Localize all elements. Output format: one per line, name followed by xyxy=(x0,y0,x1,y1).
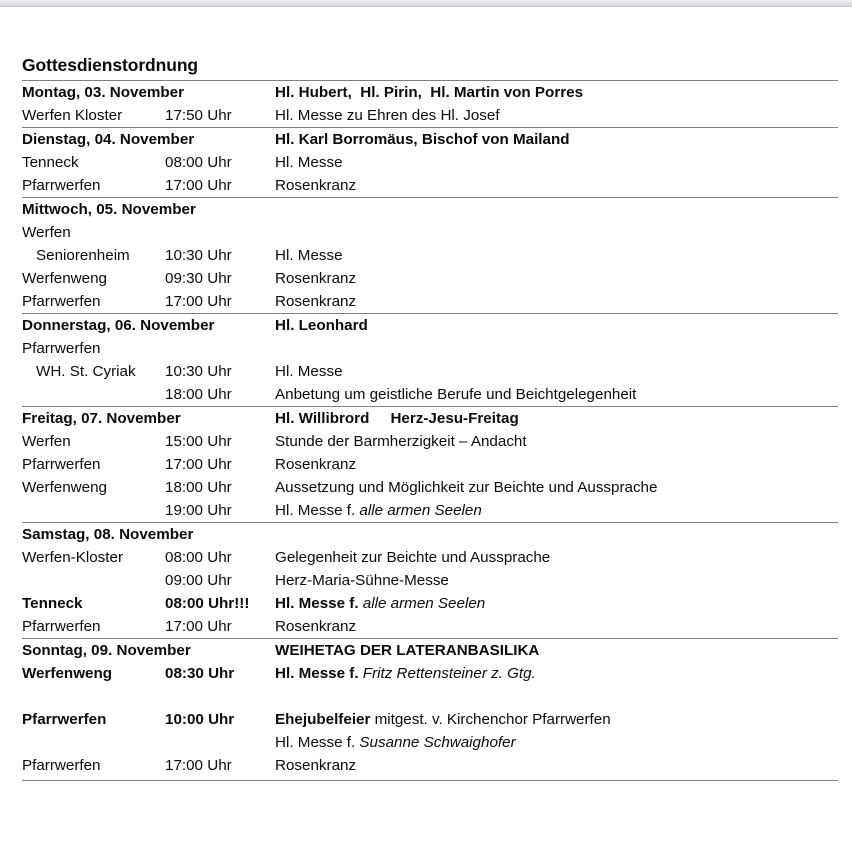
service-location: Seniorenheim xyxy=(36,247,130,265)
service-location: Werfen-Kloster xyxy=(22,549,124,567)
service-location: Pfarrwerfen xyxy=(22,456,101,474)
day-feast-note xyxy=(275,523,838,546)
service-location: Pfarrwerfen xyxy=(22,757,101,775)
service-location: Werfen xyxy=(22,433,71,451)
service-description xyxy=(275,151,838,174)
day-label: Freitag, 07. November xyxy=(22,410,181,428)
day-feast-note: Hl. Leonhard xyxy=(275,317,368,335)
day-block xyxy=(22,128,838,197)
service-row xyxy=(22,244,838,267)
service-location: Werfen xyxy=(22,224,71,242)
day-block xyxy=(22,523,838,638)
day-feast-note: Hl. Willibrord Herz-Jesu-Freitag xyxy=(275,410,519,428)
service-row xyxy=(22,754,838,777)
service-location: Tenneck xyxy=(22,595,83,613)
service-time: 17:50 Uhr xyxy=(165,107,232,125)
service-description xyxy=(275,221,838,244)
service-time xyxy=(165,337,275,360)
service-row xyxy=(22,546,838,569)
day-header-row xyxy=(22,407,838,430)
service-description-main: Gelegenheit zur Beichte und Aussprache xyxy=(275,549,551,567)
service-description-main: Hl. Messe f. xyxy=(275,734,360,752)
day-header-row xyxy=(22,523,838,546)
service-time: 19:00 Uhr xyxy=(165,502,232,520)
service-row xyxy=(22,569,838,592)
service-time: 18:00 Uhr xyxy=(165,479,232,497)
service-location: Werfen Kloster xyxy=(22,107,123,125)
day-feast-note xyxy=(275,198,838,221)
service-time: 17:00 Uhr xyxy=(165,177,232,195)
day-block xyxy=(22,81,838,127)
service-description-main: Rosenkranz xyxy=(275,618,357,636)
day-label: Donnerstag, 06. November xyxy=(22,317,215,335)
service-description-main: Ehejubelfeier xyxy=(275,711,371,729)
service-time xyxy=(165,221,275,244)
day-feast-note: WEIHETAG DER LATERANBASILIKA xyxy=(275,642,540,660)
service-description-main: Hl. Messe xyxy=(275,363,343,381)
service-time: 08:30 Uhr xyxy=(165,665,235,683)
service-row xyxy=(22,430,838,453)
service-description-main: Stunde der Barmherzigkeit – Andacht xyxy=(275,433,527,451)
service-location xyxy=(22,499,165,522)
day-block xyxy=(22,639,838,777)
service-row xyxy=(22,476,838,499)
service-location: Pfarrwerfen xyxy=(22,340,101,358)
service-description-main: Hl. Messe zu Ehren des Hl. Josef xyxy=(275,107,500,125)
day-label: Mittwoch, 05. November xyxy=(22,201,196,219)
service-description xyxy=(275,476,838,499)
service-row xyxy=(22,453,838,476)
day-feast-note: Hl. Hubert, Hl. Pirin, Hl. Martin von Porres xyxy=(275,84,584,102)
service-description xyxy=(275,708,838,731)
service-schedule xyxy=(22,80,838,781)
service-time: 10:30 Uhr xyxy=(165,247,232,265)
service-location: Pfarrwerfen xyxy=(22,618,101,636)
service-description xyxy=(275,662,838,685)
service-row xyxy=(22,383,838,406)
service-intention: Fritz Rettensteiner z. Gtg. xyxy=(362,665,536,683)
service-description-tail: mitgest. v. Kirchenchor Pfarrwerfen xyxy=(370,711,611,729)
service-row xyxy=(22,499,838,522)
service-description xyxy=(275,430,838,453)
service-description xyxy=(275,360,838,383)
service-description xyxy=(275,499,838,522)
service-time: 08:00 Uhr xyxy=(165,549,232,567)
service-row xyxy=(22,592,838,615)
service-description-main: Hl. Messe f. xyxy=(275,665,363,683)
day-header-row xyxy=(22,198,838,221)
day-header-row xyxy=(22,314,838,337)
service-time: 10:30 Uhr xyxy=(165,363,232,381)
service-description xyxy=(275,731,838,754)
day-label: Samstag, 08. November xyxy=(22,526,194,544)
service-time: 17:00 Uhr xyxy=(165,456,232,474)
service-row xyxy=(22,267,838,290)
service-row xyxy=(22,731,838,754)
browser-chrome-bar xyxy=(0,0,852,7)
service-description xyxy=(275,244,838,267)
schedule-end-rule xyxy=(22,780,838,781)
service-location xyxy=(22,383,165,406)
day-label: Sonntag, 09. November xyxy=(22,642,191,660)
service-row xyxy=(22,104,838,127)
spacer-row xyxy=(22,685,838,708)
service-description-main: Herz-Maria-Sühne-Messe xyxy=(275,572,449,590)
service-location: Pfarrwerfen xyxy=(22,293,101,311)
service-description xyxy=(275,546,838,569)
service-description xyxy=(275,754,838,777)
service-description-main: Aussetzung und Möglichkeit zur Beichte und Aussprache xyxy=(275,479,658,497)
service-row xyxy=(22,662,838,685)
day-block xyxy=(22,407,838,522)
day-header-row xyxy=(22,639,838,662)
service-location: Pfarrwerfen xyxy=(22,177,101,195)
service-description-main: Rosenkranz xyxy=(275,456,357,474)
service-description xyxy=(275,453,838,476)
service-row xyxy=(22,290,838,313)
service-time xyxy=(165,731,275,754)
service-time: 17:00 Uhr xyxy=(165,618,232,636)
service-intention: Susanne Schwaighofer xyxy=(359,734,516,752)
service-row xyxy=(22,360,838,383)
service-description-main: Anbetung um geistliche Berufe und Beichtgelegenheit xyxy=(275,386,637,404)
service-time: 09:30 Uhr xyxy=(165,270,232,288)
document-body xyxy=(0,8,852,781)
service-description xyxy=(275,104,838,127)
service-description-main: Hl. Messe xyxy=(275,247,343,265)
day-block xyxy=(22,198,838,313)
day-header-row xyxy=(22,81,838,104)
service-row xyxy=(22,337,838,360)
service-description-main: Hl. Messe xyxy=(275,154,343,172)
day-header-row xyxy=(22,128,838,151)
service-location: Pfarrwerfen xyxy=(22,711,107,729)
service-description xyxy=(275,615,838,638)
service-description-main: Hl. Messe f. xyxy=(275,595,363,613)
service-location: Werfenweng xyxy=(22,479,107,497)
service-location xyxy=(22,731,165,754)
service-description xyxy=(275,267,838,290)
service-description-main: Rosenkranz xyxy=(275,293,357,311)
service-description xyxy=(275,592,838,615)
service-description xyxy=(275,174,838,197)
service-description-main: Rosenkranz xyxy=(275,757,357,775)
service-description xyxy=(275,290,838,313)
service-time: 08:00 Uhr xyxy=(165,154,232,172)
service-time: 10:00 Uhr xyxy=(165,711,235,729)
service-time: 08:00 Uhr!!! xyxy=(165,595,250,613)
page-title: Gottesdienstordnung xyxy=(22,55,199,75)
day-block xyxy=(22,314,838,406)
service-time: 17:00 Uhr xyxy=(165,757,232,775)
document-page xyxy=(0,8,852,781)
service-description-main: Rosenkranz xyxy=(275,177,357,195)
service-row xyxy=(22,615,838,638)
service-time: 18:00 Uhr xyxy=(165,386,232,404)
service-location: Tenneck xyxy=(22,154,79,172)
day-label: Dienstag, 04. November xyxy=(22,131,195,149)
day-label: Montag, 03. November xyxy=(22,84,185,102)
service-description xyxy=(275,569,838,592)
service-time: 09:00 Uhr xyxy=(165,572,232,590)
spacer-cell xyxy=(22,685,838,708)
service-time: 15:00 Uhr xyxy=(165,433,232,451)
service-location: Werfenweng xyxy=(22,270,107,288)
day-feast-note: Hl. Karl Borromäus, Bischof von Mailand xyxy=(275,131,570,149)
service-row xyxy=(22,221,838,244)
service-row xyxy=(22,151,838,174)
service-intention: alle armen Seelen xyxy=(359,502,482,520)
service-time: 17:00 Uhr xyxy=(165,293,232,311)
service-description xyxy=(275,383,838,406)
service-intention: alle armen Seelen xyxy=(362,595,486,613)
service-location xyxy=(22,569,165,592)
service-location: Werfenweng xyxy=(22,665,113,683)
service-location: WH. St. Cyriak xyxy=(36,363,136,381)
service-description-main: Hl. Messe f. xyxy=(275,502,360,520)
service-row xyxy=(22,174,838,197)
service-description xyxy=(275,337,838,360)
service-description-main: Rosenkranz xyxy=(275,270,357,288)
service-row xyxy=(22,708,838,731)
